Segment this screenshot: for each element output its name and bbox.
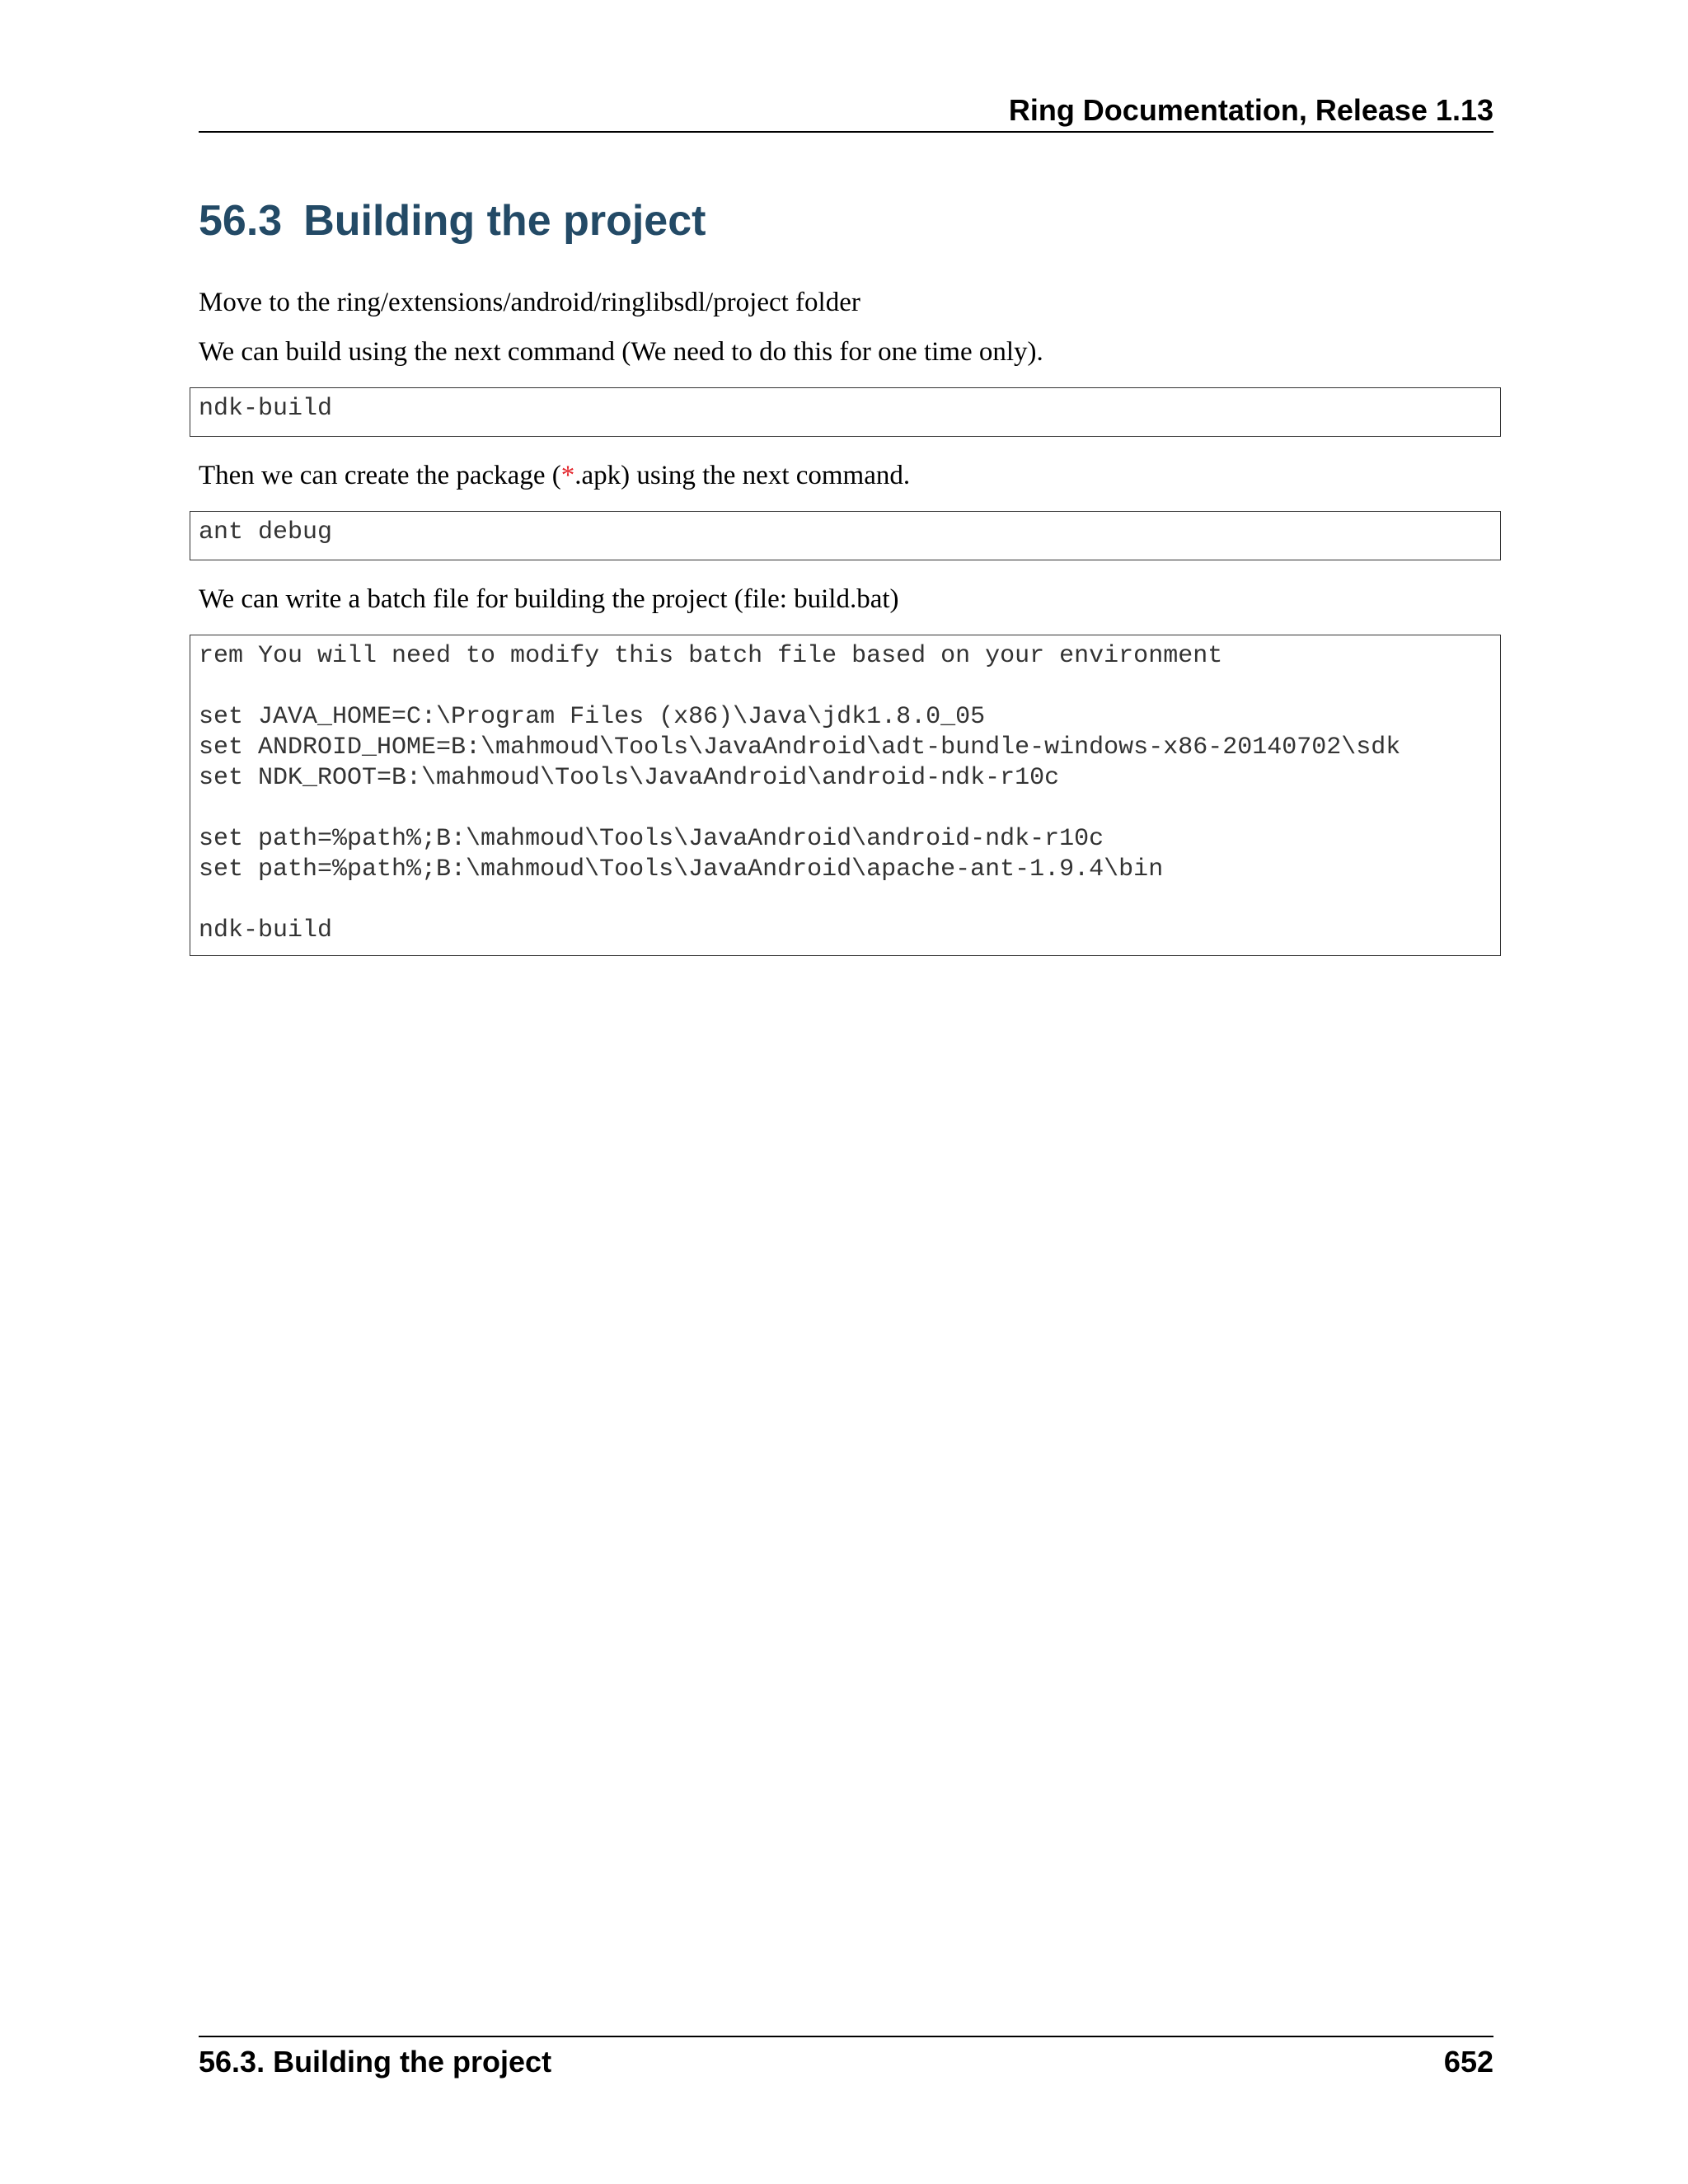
paragraph-text-end: .apk) using the next command. — [574, 461, 911, 490]
code-text: ant debug — [199, 518, 333, 546]
section-number: 56.3 — [199, 197, 283, 245]
section-title-text: Building the project — [303, 197, 706, 245]
code-text: rem You will need to modify this batch file based on your environment set JAVA_HOME=C:\Program Files (x86)\Java\jdk1.8.0_05 set ANDROID_HOME=B:\mahmoud\Tools\JavaAndroid\adt-bundle-windows-x86-20140702\sdk set NDK_ROOT=B:\mahmoud\Tools\JavaAndroid\android-ndk-r10c set path=%path%;B:\mahmoud\Tools\JavaAndroid\android-ndk-r10c set path=%path%;B:\mahmoud\Tools\JavaAndroid\apache-ant-1.9.4\bin ndk-build — [199, 642, 1401, 944]
paragraph-build-command: We can build using the next command (We need to do this for one time only). — [199, 337, 1043, 367]
paragraph-text-start: Then we can create the package ( — [199, 461, 561, 490]
paragraph-move-to-folder: Move to the ring/extensions/android/ringlibsdl/project folder — [199, 288, 860, 317]
code-text: ndk-build — [199, 395, 333, 423]
paragraph-batch-file: We can write a batch file for building the project (file: build.bat) — [199, 584, 899, 614]
code-block-build-bat — [190, 635, 1501, 956]
page-number: 652 — [1443, 2045, 1493, 2079]
section-title — [199, 188, 706, 254]
footer-section-label: 56.3. Building the project — [199, 2045, 552, 2079]
running-title: Ring Documentation, Release 1.13 — [1008, 93, 1493, 127]
paragraph-create-package — [199, 457, 910, 494]
page-footer — [199, 2036, 1493, 2080]
asterisk-link[interactable]: * — [560, 461, 575, 490]
page-header — [199, 92, 1493, 133]
code-block-ndk-build — [190, 387, 1501, 437]
code-block-ant-debug — [190, 511, 1501, 560]
